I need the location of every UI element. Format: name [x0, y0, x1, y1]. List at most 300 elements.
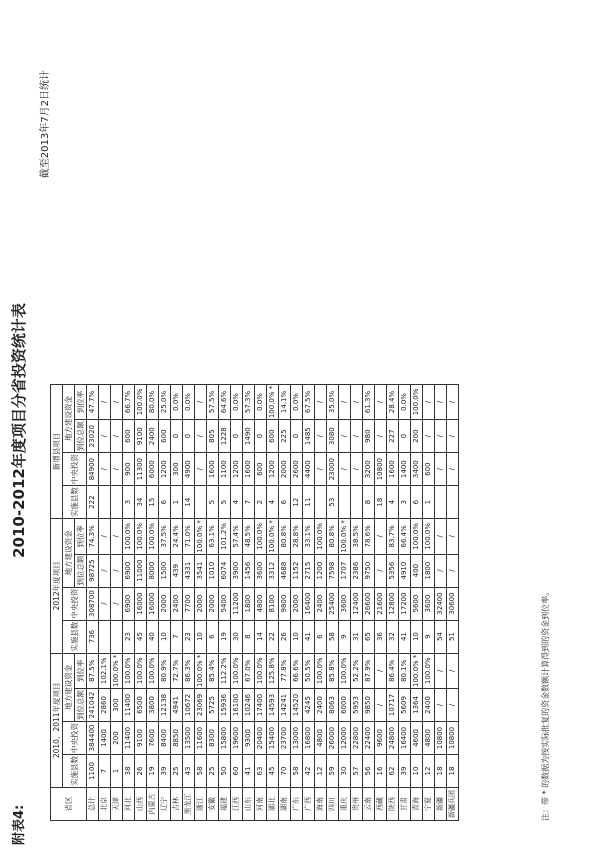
table-row [111, 384, 123, 820]
cell-i1: 9600 [375, 722, 387, 755]
cell-r1: 77.8% [279, 653, 291, 688]
cell-c3 [315, 486, 327, 519]
cell-r1: 87.9% [363, 653, 375, 688]
cell-i3: 1200 [159, 453, 171, 486]
cell-r3: / [435, 384, 447, 419]
table-row [447, 384, 459, 820]
cell-a3: / [315, 420, 327, 453]
cell-c2: 9 [423, 620, 435, 653]
cell-i1: 9100 [135, 722, 147, 755]
cell-c3: 7 [243, 486, 255, 519]
cell-i3: / [351, 453, 363, 486]
table-row [87, 384, 99, 820]
cell-a3: 600 [267, 420, 279, 453]
cell-c2: 36 [375, 620, 387, 653]
cell-c1: 18 [435, 755, 447, 788]
col-central-3: 中央投资 [63, 453, 87, 486]
cell-a2: 6074 [219, 554, 231, 587]
cell-a1: 16100 [231, 689, 243, 722]
cell-c2: 65 [363, 620, 375, 653]
cell-i2: 3600 [423, 587, 435, 620]
cell-c2 [111, 620, 123, 653]
cell-r1: 125.8% [267, 653, 279, 688]
cell-c3 [99, 486, 111, 519]
cell-a1: 5725 [207, 689, 219, 722]
cell-c2: 32 [387, 620, 399, 653]
cell-r2: 80.8% [279, 519, 291, 554]
cell-r1: 112.2% [219, 653, 231, 688]
cell-i1: 7600 [147, 722, 159, 755]
cell-a1: 4245 [303, 689, 315, 722]
cell-region: 河南 [255, 788, 267, 821]
cell-i2: 16000 [135, 587, 147, 620]
cell-a3: 0 [171, 420, 183, 453]
cell-i2: 5600 [411, 587, 423, 620]
cell-c1: 18 [447, 755, 459, 788]
cell-r3: 67.5% [303, 384, 315, 419]
cell-r3: 0.0% [183, 384, 195, 419]
cell-r2: / [435, 519, 447, 554]
cell-region: 宁夏 [423, 788, 435, 821]
cell-i2: / [111, 587, 123, 620]
cell-a1: 2400 [315, 689, 327, 722]
cell-c3: 6 [279, 486, 291, 519]
cell-a1: 6000 [339, 689, 351, 722]
cell-a2: 1500 [159, 554, 171, 587]
cell-r3: / [423, 384, 435, 419]
table-row [231, 384, 243, 820]
cell-c2: 41 [303, 620, 315, 653]
cell-a3: / [351, 420, 363, 453]
cell-a2: 2715 [303, 554, 315, 587]
cell-region: 黑龙江 [183, 788, 195, 821]
cell-region: 甘肃 [399, 788, 411, 821]
cell-r1: 66.6% [291, 653, 303, 688]
cell-i2: 21600 [375, 587, 387, 620]
cell-r1: 100.0% * [111, 653, 123, 688]
cell-i2: 5400 [219, 587, 231, 620]
cell-a3: / [111, 420, 123, 453]
cell-r3: / [111, 384, 123, 419]
cell-i1: 15800 [219, 722, 231, 755]
cell-a2: 1010 [207, 554, 219, 587]
cell-r3: 0.0% [291, 384, 303, 419]
cell-a2: 4688 [279, 554, 291, 587]
cell-a1: 14241 [279, 689, 291, 722]
cell-c2: 54 [435, 620, 447, 653]
col-central-1: 中央投资 [63, 722, 87, 755]
cell-i2: 2000 [207, 587, 219, 620]
col-local-3: 地方建设资金 [63, 384, 75, 452]
group-new-county: 新增县项目 [51, 384, 63, 518]
cell-c1: 57 [351, 755, 363, 788]
cell-i3: 3400 [411, 453, 423, 486]
cell-region: 山西 [135, 788, 147, 821]
cell-a2: 1800 [423, 554, 435, 587]
cell-r2: 28.8% [291, 519, 303, 554]
cell-c2: 736 [87, 620, 99, 653]
col-amount-1: 到位总额 [76, 690, 85, 720]
cell-a2: 439 [171, 554, 183, 587]
cell-a1: 1364 [411, 689, 423, 722]
cell-i2: 16000 [147, 587, 159, 620]
cell-r2: 100.0% [423, 519, 435, 554]
cell-i3: 23000 [327, 453, 339, 486]
cell-a2: 8000 [147, 554, 159, 587]
cell-c1: 70 [279, 755, 291, 788]
cell-r2: / [375, 519, 387, 554]
cell-r2: 83.7% [387, 519, 399, 554]
col-rate-2: 到位率 [75, 519, 87, 554]
cell-region: 安徽 [207, 788, 219, 821]
cell-i2: 6900 [123, 587, 135, 620]
cell-i2: 32400 [435, 587, 447, 620]
cell-r1: 85.8% [327, 653, 339, 688]
cell-a2: 3541 [195, 554, 207, 587]
cell-r1: 100.0% [339, 653, 351, 688]
cell-a3: 1490 [243, 420, 255, 453]
cell-i3: 1600 [387, 453, 399, 486]
group-2010-2011: 2010、2011年度项目 [51, 653, 63, 787]
cell-c3: 6 [411, 486, 423, 519]
table-row [363, 384, 375, 820]
cell-r2: 78.6% [363, 519, 375, 554]
cell-i3: 1100 [219, 453, 231, 486]
cell-r3: / [375, 384, 387, 419]
cell-a3: / [375, 420, 387, 453]
cell-region: 云南 [363, 788, 375, 821]
cell-r2: 38.5% [351, 519, 363, 554]
cell-a3: 3080 [327, 420, 339, 453]
col-province: 省区 [51, 788, 87, 821]
table-row [183, 384, 195, 820]
investment-table [50, 384, 459, 821]
cell-r3: / [447, 384, 459, 419]
cell-c1: 1 [111, 755, 123, 788]
cell-i2: 17200 [399, 587, 411, 620]
cell-a2: 400 [411, 554, 423, 587]
cell-r2: 57.4% [231, 519, 243, 554]
cell-a3: / [195, 420, 207, 453]
cell-c1: 7 [99, 755, 111, 788]
cell-a3: 1485 [303, 420, 315, 453]
cell-i2: 8100 [267, 587, 279, 620]
col-amount-2: 到位总额 [76, 555, 85, 586]
cell-region: 江西 [231, 788, 243, 821]
cell-a2: 5356 [387, 554, 399, 587]
cell-a3: 2400 [147, 420, 159, 453]
cell-r3: / [339, 384, 351, 419]
cell-a2: 98725 [87, 554, 99, 587]
cell-a3: 0 [255, 420, 267, 453]
cell-c1: 19 [147, 755, 159, 788]
cell-a3: 23020 [87, 420, 99, 453]
table-row [435, 384, 447, 820]
cell-c1: 45 [267, 755, 279, 788]
cell-c2: 6 [207, 620, 219, 653]
cell-i2: 16400 [303, 587, 315, 620]
cell-r2: / [99, 519, 111, 554]
col-local-2: 地方建设资金 [63, 519, 75, 587]
cell-i3: 10800 [375, 453, 387, 486]
cell-c1: 50 [219, 755, 231, 788]
col-central-2: 中央投资 [63, 587, 87, 620]
cell-a3: 980 [363, 420, 375, 453]
cell-r3: / [99, 384, 111, 419]
cell-a1: / [435, 689, 447, 722]
cell-r3: 25.0% [159, 384, 171, 419]
cell-r1: 100.0% [123, 653, 135, 688]
cell-c2: 31 [351, 620, 363, 653]
col-amount-3: 到位总额 [76, 421, 85, 452]
table-row [399, 384, 411, 820]
cell-i3: 4400 [303, 453, 315, 486]
cell-i2: 12800 [387, 587, 399, 620]
cell-region: 湖北 [267, 788, 279, 821]
cell-i1: 4600 [411, 722, 423, 755]
cell-a2: / [99, 554, 111, 587]
cell-c1: 59 [327, 755, 339, 788]
cell-r1: 52.2% [351, 653, 363, 688]
cell-c1: 39 [399, 755, 411, 788]
table-row [135, 384, 147, 820]
cell-r2: / [111, 519, 123, 554]
cell-i1: 12000 [339, 722, 351, 755]
cell-a3: / [339, 420, 351, 453]
cell-c3: 4 [387, 486, 399, 519]
cell-c3: 18 [375, 486, 387, 519]
cell-a1: 12138 [159, 689, 171, 722]
cell-a2: 3312 [267, 554, 279, 587]
cell-i1: 16800 [303, 722, 315, 755]
cell-a1: 2400 [423, 689, 435, 722]
cell-i3: 600 [255, 453, 267, 486]
cell-a1: 15936 [219, 689, 231, 722]
cell-r1: 100.0% [255, 653, 267, 688]
cell-r2: 80.8% [327, 519, 339, 554]
cell-a1: 241042 [87, 689, 99, 722]
cell-i2: 25400 [327, 587, 339, 620]
cell-c2: 51 [447, 620, 459, 653]
col-count-1: 实施县数 [63, 755, 87, 788]
cell-i1: 8300 [207, 722, 219, 755]
cell-r2: 100.0% [123, 519, 135, 554]
cell-c1: 43 [183, 755, 195, 788]
cell-i1: 8400 [159, 722, 171, 755]
cell-r2: / [447, 519, 459, 554]
cell-i1: 24800 [387, 722, 399, 755]
col-count-2: 实施县数 [63, 620, 87, 653]
cell-r1: 100.0% [315, 653, 327, 688]
cell-a2: / [111, 554, 123, 587]
cell-i2: 308700 [87, 587, 99, 620]
cell-c3: 15 [147, 486, 159, 519]
cell-a2: 6900 [123, 554, 135, 587]
cell-r1: / [435, 653, 447, 688]
cell-r3: 0.0% [171, 384, 183, 419]
cell-a2: / [447, 554, 459, 587]
cell-i2: / [99, 587, 111, 620]
cell-c3 [111, 486, 123, 519]
cell-region: 山东 [243, 788, 255, 821]
cell-c2: 26 [279, 620, 291, 653]
cell-c2: 10 [291, 620, 303, 653]
cell-r3: 14.1% [279, 384, 291, 419]
cell-i2: 2000 [291, 587, 303, 620]
cell-a3: 0 [291, 420, 303, 453]
cell-c3: 1 [171, 486, 183, 519]
cell-a1: 14593 [267, 689, 279, 722]
cell-i1: 10800 [435, 722, 447, 755]
cell-region: 海南 [315, 788, 327, 821]
cell-c1: 26 [135, 755, 147, 788]
cell-c3: 4 [267, 486, 279, 519]
cell-r2: 71.0% [183, 519, 195, 554]
col-count-3: 实施县数 [63, 486, 87, 519]
cell-r3: 64.6% [219, 384, 231, 419]
cell-c3: 11 [303, 486, 315, 519]
cell-c1: 42 [303, 755, 315, 788]
cell-a3: 805 [207, 420, 219, 453]
cell-c1: 12 [315, 755, 327, 788]
cell-r2: 100.0% [411, 519, 423, 554]
cell-i1: 384400 [87, 722, 99, 755]
cell-i3: 2000 [279, 453, 291, 486]
cell-i1: 11400 [123, 722, 135, 755]
cell-i1: 4800 [423, 722, 435, 755]
cell-c1: 16 [375, 755, 387, 788]
table-row [207, 384, 219, 820]
cell-a2: 11000 [135, 554, 147, 587]
cell-a2: 4910 [399, 554, 411, 587]
cell-c2: 23 [183, 620, 195, 653]
cell-region: 湖南 [279, 788, 291, 821]
cell-a3: / [447, 420, 459, 453]
table-row [159, 384, 171, 820]
cell-c3: 34 [135, 486, 147, 519]
cell-i3: / [339, 453, 351, 486]
cell-r2: 100.0% [135, 519, 147, 554]
cell-c2: 30 [231, 620, 243, 653]
cell-i1: 22800 [351, 722, 363, 755]
cell-a1: 17400 [255, 689, 267, 722]
cell-i2: 3600 [339, 587, 351, 620]
cell-c1: 63 [255, 755, 267, 788]
cell-r2: 24.4% [171, 519, 183, 554]
cell-r3: 57.3% [243, 384, 255, 419]
cell-c3: 222 [87, 486, 99, 519]
cell-region: 福建 [219, 788, 231, 821]
cell-c1: 41 [243, 755, 255, 788]
cell-i3: / [435, 453, 447, 486]
cell-a1: / [375, 689, 387, 722]
cell-region: 辽宁 [159, 788, 171, 821]
cell-r3: 61.3% [363, 384, 375, 419]
cell-c3 [435, 486, 447, 519]
cell-r1: 86.3% [183, 653, 195, 688]
cell-a2: 9750 [363, 554, 375, 587]
cell-c1: 62 [387, 755, 399, 788]
cell-r2: 48.5% [243, 519, 255, 554]
cell-i2: 7700 [183, 587, 195, 620]
cell-a1: 6500 [135, 689, 147, 722]
cell-a3: 1228 [219, 420, 231, 453]
cell-i1: 8850 [171, 722, 183, 755]
cell-r2: 100.0% [147, 519, 159, 554]
cell-i2: 4800 [255, 587, 267, 620]
cell-c1: 38 [123, 755, 135, 788]
cell-c1: 25 [207, 755, 219, 788]
cell-a2: 7598 [327, 554, 339, 587]
table-row [279, 384, 291, 820]
cell-c3: 5 [219, 486, 231, 519]
cell-r1: 85.4% [207, 653, 219, 688]
cell-c3: 12 [291, 486, 303, 519]
cell-a3: / [423, 420, 435, 453]
cell-c2: 40 [147, 620, 159, 653]
cell-i3: 600 [423, 453, 435, 486]
cell-r3: 57.5% [207, 384, 219, 419]
cell-i3: / [315, 453, 327, 486]
cell-r3: 47.7% [87, 384, 99, 419]
table-body [87, 384, 459, 820]
cell-c3: 53 [327, 486, 339, 519]
cell-i3: 1200 [267, 453, 279, 486]
cell-i2: 2000 [159, 587, 171, 620]
cell-region: 吉林 [171, 788, 183, 821]
cell-r3: 100.0% [411, 384, 423, 419]
cell-c2: 14 [255, 620, 267, 653]
cell-i2: 26600 [363, 587, 375, 620]
cell-c1: 58 [195, 755, 207, 788]
cell-a1: 14520 [291, 689, 303, 722]
cell-i1: 26000 [327, 722, 339, 755]
table-row [375, 384, 387, 820]
cell-c3: 14 [183, 486, 195, 519]
cell-r1: 80.1% [399, 653, 411, 688]
cell-i1: 1400 [99, 722, 111, 755]
table-row [291, 384, 303, 820]
cell-a2: 1200 [315, 554, 327, 587]
cell-r1: / [375, 653, 387, 688]
table-row [423, 384, 435, 820]
cell-i3: 300 [171, 453, 183, 486]
cell-r2: 33.1% [303, 519, 315, 554]
cell-region: 青海 [411, 788, 423, 821]
cell-region: 天津 [111, 788, 123, 821]
cell-i1: 13500 [183, 722, 195, 755]
cell-i1: 9300 [243, 722, 255, 755]
cell-region: 新疆 [435, 788, 447, 821]
cell-a2: 3600 [255, 554, 267, 587]
cell-r3: 66.7% [123, 384, 135, 419]
cell-i2: 2400 [315, 587, 327, 620]
cell-c3: 3 [399, 486, 411, 519]
cell-a2: 1456 [243, 554, 255, 587]
cell-r1: / [447, 653, 459, 688]
cell-c2: 8 [243, 620, 255, 653]
cell-i1: 11600 [195, 722, 207, 755]
cell-i1: 13000 [291, 722, 303, 755]
cell-a1: 300 [111, 689, 123, 722]
cell-i2: 12400 [351, 587, 363, 620]
cell-i3: 84900 [87, 453, 99, 486]
table-row [315, 384, 327, 820]
cell-c2: 6 [315, 620, 327, 653]
cell-region: 广东 [291, 788, 303, 821]
cell-r1: 86.4% [387, 653, 399, 688]
cell-region: 陕西 [387, 788, 399, 821]
